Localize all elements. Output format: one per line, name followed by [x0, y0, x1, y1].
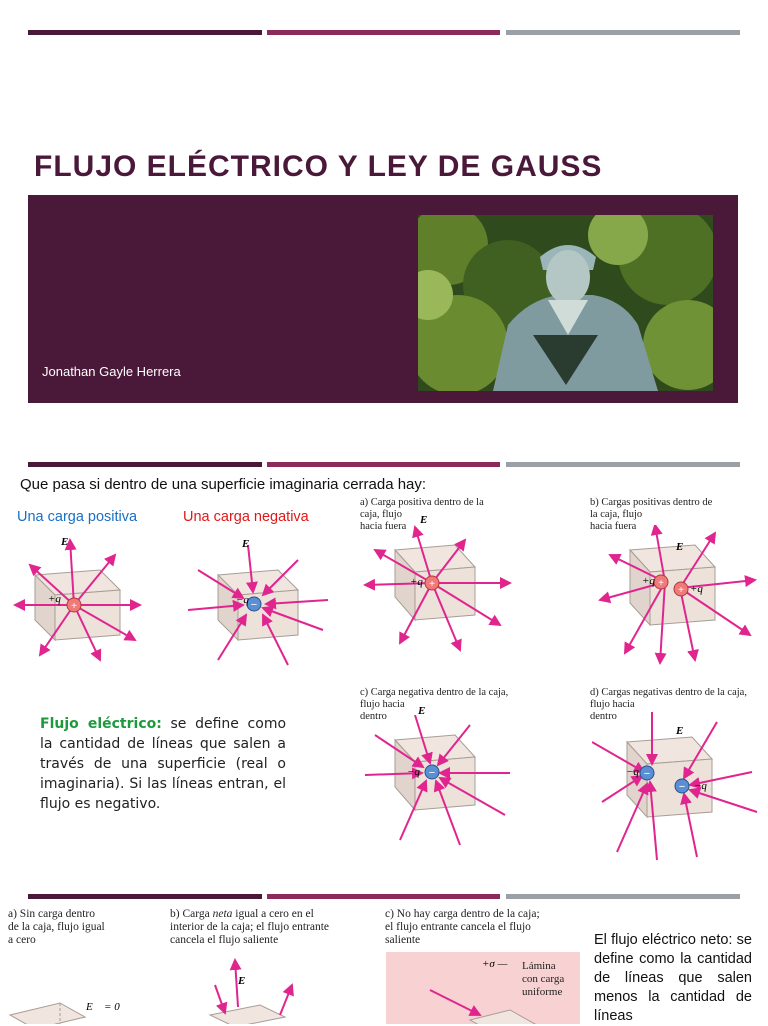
slide3-figure-b-diagram [200, 955, 310, 1024]
svg-text:−: − [643, 768, 651, 780]
small-positive-charge-label: +q [48, 593, 61, 605]
figure-d-charge2-label: −q [694, 780, 707, 792]
accent-bar-gray [506, 462, 740, 467]
slide3-figure-b-field-label: E⃗ [238, 975, 254, 987]
flux-definition [40, 714, 286, 814]
slide-title: FLUJO ELÉCTRICO Y LEY DE GAUSS [34, 150, 603, 183]
svg-text:−: − [250, 599, 258, 611]
question-text: Que pasa si dentro de una superficie imaginaria cerrada hay: [20, 476, 427, 493]
label-positive-charge: Una carga positiva [17, 509, 138, 525]
accent-bar-mid [267, 894, 500, 899]
accent-bar-dark [28, 894, 262, 899]
figure-d-caption: d) Cargas negativas dentro de la caja, flujo hacia dentro [590, 687, 747, 722]
figure-c-field-label: E⃗ [418, 705, 434, 717]
small-positive-field-label: E⃗ [61, 536, 77, 548]
label-negative-charge: Una carga negativa [183, 509, 309, 525]
small-negative-charge-label: −q [236, 594, 249, 606]
sigma-label: +σ — [482, 958, 508, 970]
author-name: Jonathan Gayle Herrera [42, 364, 181, 379]
accent-bar-mid [267, 462, 500, 467]
figure-c-charge-label: −q [407, 766, 420, 778]
slide3-figure-b-caption: b) Carga neta igual a cero en el interior de la caja; el flujo entrante cancela el flujo saliente [170, 908, 330, 946]
figure-a-field-label: E⃗ [420, 514, 436, 526]
figure-c-diagram [360, 715, 520, 855]
small-negative-field-label: E⃗ [242, 538, 258, 550]
accent-bar-dark [28, 462, 262, 467]
statue-photo [418, 215, 713, 391]
svg-text:+: + [678, 585, 684, 596]
positive-charge-diagram [10, 530, 160, 670]
figure-d-charge1-label: −q [626, 766, 639, 778]
figure-b-caption: b) Cargas positivas dentro de la caja, flujo hacia fuera [590, 497, 713, 532]
svg-text:+: + [429, 579, 435, 590]
svg-text:−: − [678, 781, 686, 793]
negative-charge-diagram [178, 530, 333, 670]
figure-b-field-label: E⃗ [676, 541, 692, 553]
slide3-figure-c-caption: c) No hay carga dentro de la caja; el flujo entrante cancela el flujo saliente [385, 908, 540, 946]
accent-bar-gray [506, 30, 740, 35]
svg-text:+: + [658, 578, 664, 589]
sheet-label: Lámina con carga uniforme [522, 960, 565, 998]
figure-a-charge-label: +q [410, 576, 423, 588]
figure-a-diagram [360, 525, 520, 660]
figure-d-field-label: E⃗ [676, 725, 692, 737]
figure-c-caption: c) Carga negativa dentro de la caja, flujo hacia dentro [360, 687, 509, 722]
svg-text:+: + [71, 601, 77, 612]
svg-text:−: − [428, 767, 436, 779]
accent-bar-gray [506, 894, 740, 899]
slide3-zero-field-label: E⃗ = 0 [86, 1001, 120, 1013]
accent-bar-mid [267, 30, 500, 35]
flux-definition-term: Flujo eléctrico: [40, 716, 162, 732]
figure-a-caption: a) Carga positiva dentro de la caja, flujo hacia fuera [360, 497, 484, 532]
net-flux-text: El flujo eléctrico neto: se define como la cantidad de líneas que salen menos la cantidad de líneas [594, 932, 752, 1024]
accent-bar-dark [28, 30, 262, 35]
flux-definition-text: se define como la cantidad de líneas que salen a través de una superficie (real o imaginaria). Si las líneas entran, el flujo es negativo. [40, 716, 287, 812]
figure-b-charge1-label: +q [642, 575, 655, 587]
figure-b-charge2-label: +q [690, 583, 703, 595]
slide3-figure-a-caption: a) Sin carga dentro de la caja, flujo igual a cero [8, 908, 105, 946]
